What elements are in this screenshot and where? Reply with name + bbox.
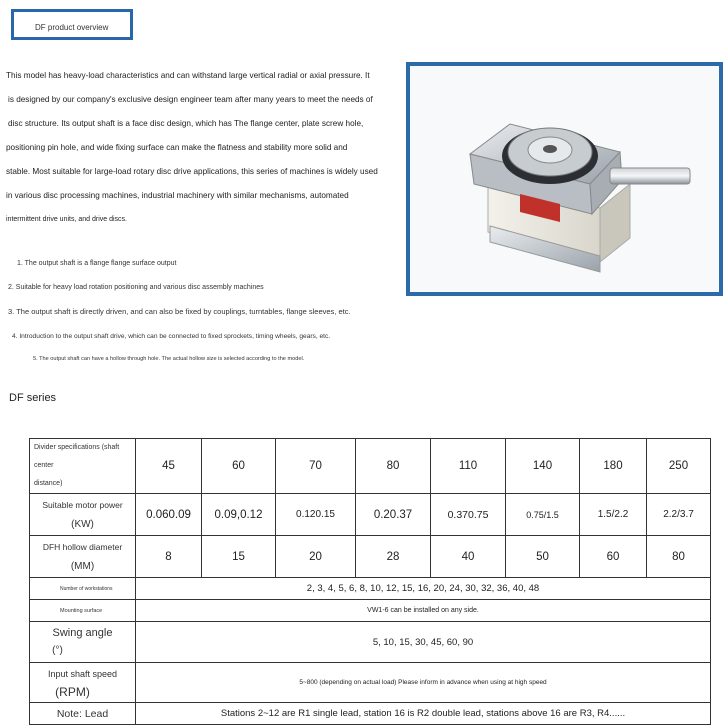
table-cell: 60 [580,536,647,578]
table-cell: 40 [431,536,506,578]
row-label [30,622,136,663]
intro-line: in various disc processing machines, industrial machinery with similar mechanisms, automated [6,191,349,200]
intro-line: disc structure. Its output shaft is a face disc design, which has The flange center, plate screw hole, [8,119,364,128]
indexer-illustration [410,66,719,292]
intro-line: intermittent drive units, and drive discs. [6,216,127,223]
table-cell: VW1-6 can be installed on any side. [136,600,711,622]
table-cell: 15 [202,536,276,578]
feature-item: 2. Suitable for heavy load rotation positioning and various disc assembly machines [8,284,264,291]
row-label-line: Swing angle [52,627,113,639]
table-cell: 2.2/3.7 [647,494,711,536]
table-row [30,622,711,663]
feature-item: 4. Introduction to the output shaft drive, which can be connected to fixed sprockets, timing wheels, gears, etc. [12,333,331,340]
feature-item: 1. The output shaft is a flange flange surface output [17,260,177,267]
table-cell: 50 [506,536,580,578]
row-label [30,663,136,703]
table-cell: 5~800 (depending on actual load) Please inform in advance when using at high speed [136,663,711,703]
intro-paragraph [6,64,401,232]
product-photo [406,62,723,296]
intro-line: stable. Most suitable for large-load rotary disc drive applications, this series of machines is widely used [6,167,378,176]
table-row [30,600,711,622]
table-cell: 8 [136,536,202,578]
row-label-line: distance) [34,480,63,487]
table-cell: 0.060.09 [136,494,202,536]
table-cell: Stations 2~12 are R1 single lead, station 16 is R2 double lead, stations above 16 are R3, R4...... [136,703,711,725]
row-label-line: DFH hollow diameter [42,541,123,552]
table-row [30,578,711,600]
row-label [30,536,136,578]
row-label [30,494,136,536]
table-cell: 250 [647,439,711,494]
table-cell: 28 [356,536,431,578]
series-title: DF series [9,392,57,404]
table-cell: 140 [506,439,580,494]
row-label [30,439,136,494]
table-cell: 0.09,0.12 [202,494,276,536]
row-label: Mounting surface [30,600,136,622]
row-label-line: Suitable motor power [42,499,123,510]
table-row [30,536,711,578]
table-row [30,703,711,725]
row-label: Number of workstations [30,578,136,600]
table-row [30,494,711,536]
row-label-line: (KW) [71,518,94,530]
table-cell: 180 [580,439,647,494]
table-row [30,439,711,494]
table-cell: 80 [647,536,711,578]
row-label: Note: Lead [30,703,136,725]
table-row [30,663,711,703]
feature-item: 5. The output shaft can have a hollow through hole. The actual hollow size is selected according to the model. [33,356,305,362]
table-cell: 1.5/2.2 [580,494,647,536]
overview-title-box [11,9,133,40]
row-label-line: Input shaft speed [47,668,118,679]
table-cell: 45 [136,439,202,494]
intro-line: This model has heavy-load characteristics and can withstand large vertical radial or axial pressure. It [6,71,370,80]
intro-line: positioning pin hole, and wide fixing surface can make the flatness and stability more solid and [6,143,348,152]
intro-line: is designed by our company's exclusive design engineer team after many years to meet the needs of [8,95,373,104]
table-cell: 20 [276,536,356,578]
feature-item: 3. The output shaft is directly driven, and can also be fixed by couplings, turntables, flange sleeves, etc. [8,307,351,316]
overview-title: DF product overview [35,23,109,32]
table-cell: 2, 3, 4, 5, 6, 8, 10, 12, 15, 16, 20, 24, 30, 32, 36, 40, 48 [136,578,711,600]
row-label-line: (MM) [70,560,95,572]
row-label-line: Divider specifications (shaft center [34,444,120,469]
table-cell: 70 [276,439,356,494]
table-cell: 110 [431,439,506,494]
spec-table [29,438,711,725]
row-label-line: (°) [52,645,63,656]
table-cell: 5, 10, 15, 30, 45, 60, 90 [136,622,711,663]
table-cell: 60 [202,439,276,494]
table-cell: 0.120.15 [276,494,356,536]
table-cell: 0.370.75 [431,494,506,536]
table-cell: 80 [356,439,431,494]
row-label-line: (RPM) [55,684,90,699]
table-cell: 0.75/1.5 [506,494,580,536]
table-cell: 0.20.37 [356,494,431,536]
